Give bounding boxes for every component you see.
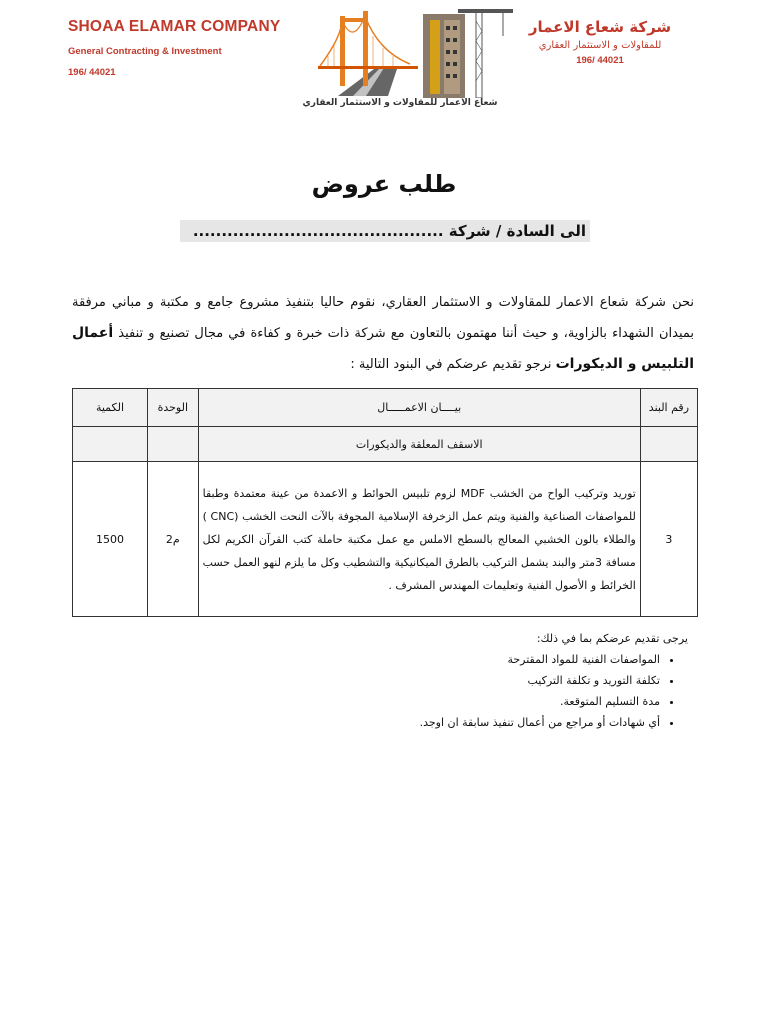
company-name-ar: شركة شعاع الاعمار: [528, 18, 672, 36]
header-item-number: رقم البند: [640, 389, 697, 427]
intro-text: نحن شركة شعاع الاعمار للمقاولات و الاستثمار العقاري، نقوم حاليا بتنفيذ مشروع جامع و مكتبة و مباني مرفقة بميدان الشهداء بالزاوية، و حيث أننا مهتمون بالتعاون مع شركة ذات خبرة و كفاءة في مجال تصنيع و تنفيذ: [72, 295, 694, 341]
section-title: الاسقف المعلقة والديكورات: [198, 427, 640, 462]
header-description: بيــــان الاعمـــــال: [198, 389, 640, 427]
list-item: • مدة التسليم المتوقعة.: [80, 691, 660, 712]
list-item: • أي شهادات أو مراجع من أعمال تنفيذ سابقة ان اوجد.: [80, 712, 660, 733]
table-row: [73, 462, 698, 617]
section-empty-cell: [640, 427, 697, 462]
logo-caption: شعاع الاعمار للمقاولات و الاستثمار العقاري: [302, 98, 498, 108]
company-logo: [318, 6, 518, 98]
intro-paragraph: [72, 288, 694, 380]
header-unit: الوحدة: [148, 389, 199, 427]
letterhead-english: [68, 18, 328, 78]
items-table: [72, 388, 698, 617]
item-quantity: 1500: [73, 462, 148, 617]
list-item: • تكلفة التوريد و تكلفة التركيب: [80, 670, 660, 691]
table-header-row: [73, 389, 698, 427]
list-item: • المواصفات الفنية للمواد المقترحة: [80, 649, 660, 670]
company-name-en: SHOAA ELAMAR COMPANY: [68, 18, 281, 35]
request-section: [80, 632, 688, 733]
header-quantity: الكمية: [73, 389, 148, 427]
item-number: 3: [640, 462, 697, 617]
section-row: [73, 427, 698, 462]
company-subtitle-ar: للمقاولات و الاستثمار العقاري: [538, 40, 662, 51]
request-list: [80, 649, 688, 733]
intro-bold-text: أعمال التلبيس و الديكورات: [72, 325, 694, 372]
intro-text-end: نرجو تقديم عرضكم في البنود التالية :: [350, 357, 556, 372]
item-unit: م2: [148, 462, 199, 617]
request-lead: يرجى تقديم عرضكم بما في ذلك:: [536, 632, 688, 645]
registration-number-ar: 196/ 44021: [576, 55, 624, 66]
section-empty-cell: [73, 427, 148, 462]
addressee-line: الى السادة / شركة ............................................: [180, 220, 590, 242]
item-description: توريد وتركيب الواح من الخشب MDF لزوم تلبيس الحوائط و الاعمدة من عينة معتمدة وطبقا للمواصفات الصناعية والفنية ويتم عمل الزخرفة الإسلامية المجوفة بالآت النحت الخشب (CNC ) والطلاء بالون الخشبي المعالج بالسطح الاملس مع عمل مكتبة حاملة كتب القرآن الكريم لكل مسافة 3متر والبند يشمل التركيب بالطرق الميكانيكية والتشطيب وكل ما يلزم لنهو العمل حسب الخرائط و الأصول الفنية وتعليمات المهندس المشرف .: [198, 462, 640, 617]
registration-number-en: 196/ 44021: [68, 67, 116, 78]
company-subtitle-en: General Contracting & Investment: [68, 46, 222, 57]
section-empty-cell: [148, 427, 199, 462]
letterhead-arabic: [500, 18, 700, 66]
document-title: طلب عروض: [311, 170, 457, 198]
